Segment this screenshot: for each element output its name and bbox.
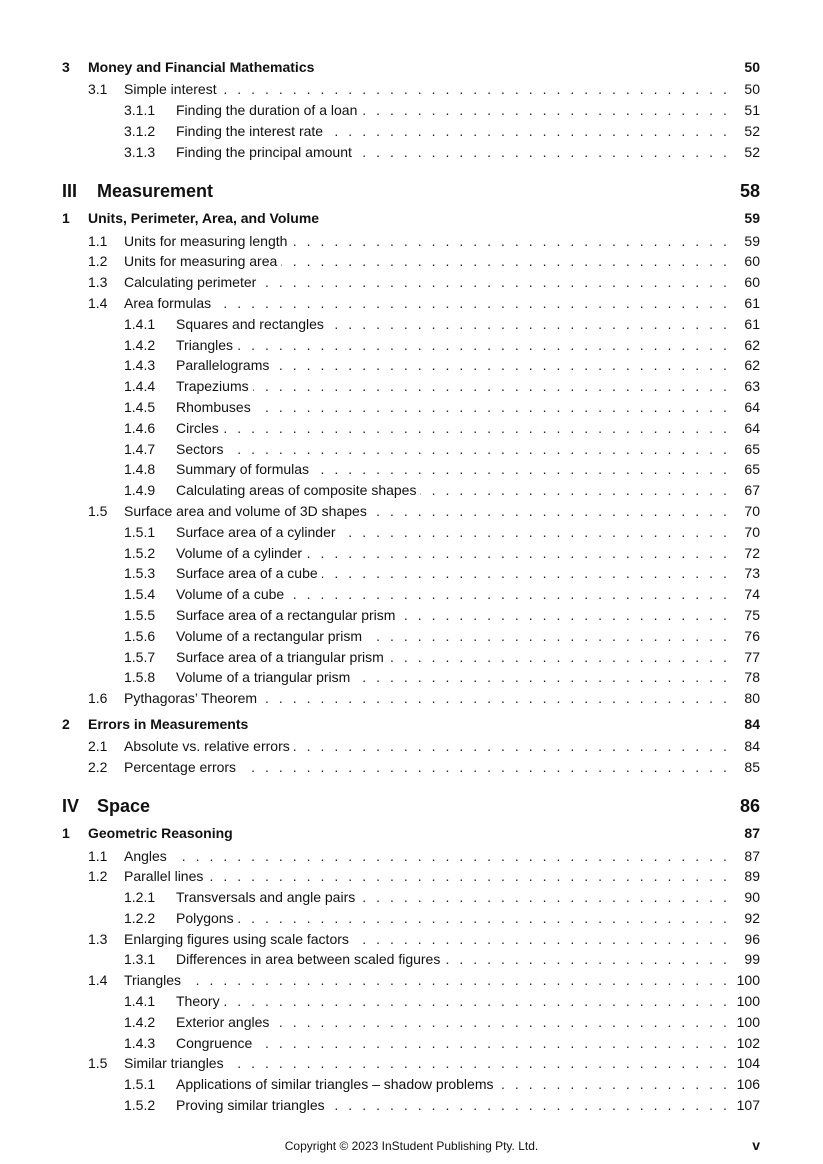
- dot-leader: [273, 358, 730, 372]
- toc-entry-section[interactable]: [62, 928, 760, 949]
- dot-leader: [185, 973, 730, 987]
- toc-entry-number: 3.1.2: [124, 122, 156, 139]
- toc-entry-title[interactable]: Parallel lines: [124, 868, 207, 884]
- toc-entry-number: 1.4.8: [124, 461, 156, 478]
- toc-entry-page[interactable]: 60: [744, 274, 760, 291]
- toc-entry-sub[interactable]: [62, 121, 760, 142]
- toc-entry-number: 1.2.1: [124, 889, 156, 906]
- toc-entry-number: 1.3: [88, 274, 108, 291]
- table-of-contents: [62, 55, 760, 1115]
- toc-entry-page[interactable]: 92: [744, 909, 760, 926]
- toc-entry-section[interactable]: [62, 736, 760, 757]
- dot-leader: [329, 1098, 730, 1112]
- toc-entry-number: 1.5.2: [124, 544, 156, 561]
- dot-leader: [221, 82, 730, 96]
- toc-entry-sub[interactable]: [62, 667, 760, 688]
- toc-entry-page[interactable]: 63: [744, 378, 760, 395]
- toc-entry-page[interactable]: 84: [744, 737, 760, 754]
- dot-leader: [237, 338, 730, 352]
- toc-entry-number: 1.4.4: [124, 378, 156, 395]
- toc-entry-number: 1: [62, 825, 70, 842]
- toc-entry-page[interactable]: 90: [744, 889, 760, 906]
- toc-entry-sub[interactable]: [62, 480, 760, 501]
- dot-leader: [356, 145, 730, 159]
- toc-entry-section[interactable]: [62, 756, 760, 777]
- toc-entry-title[interactable]: Units for measuring area: [124, 253, 281, 269]
- toc-entry-section[interactable]: [62, 866, 760, 887]
- toc-entry-page[interactable]: 78: [744, 669, 760, 686]
- toc-entry-title[interactable]: Pythagoras’ Theorem: [124, 690, 261, 706]
- toc-entry-number: 3.1.1: [124, 102, 156, 119]
- toc-entry-title[interactable]: Applications of similar triangles – shadow problems: [176, 1076, 497, 1092]
- dot-leader: [228, 1056, 730, 1070]
- toc-entry-number: 1.1: [88, 847, 108, 864]
- toc-entry-page[interactable]: 87: [744, 825, 760, 842]
- dot-leader: [227, 442, 730, 456]
- dot-leader: [327, 124, 730, 138]
- dot-leader: [371, 504, 730, 518]
- toc-entry-number: 1.4.9: [124, 482, 156, 499]
- dot-leader: [273, 1015, 730, 1029]
- toc-entry-title[interactable]: Volume of a cylinder: [176, 545, 306, 561]
- toc-entry-title[interactable]: Calculating areas of composite shapes: [176, 482, 420, 498]
- dot-leader: [171, 849, 730, 863]
- toc-entry-title[interactable]: Surface area and volume of 3D shapes: [124, 503, 371, 519]
- toc-entry-number: 1.5.3: [124, 565, 156, 582]
- toc-entry-sub[interactable]: [62, 376, 760, 397]
- toc-entry-title[interactable]: Units for measuring length: [124, 233, 291, 249]
- toc-entry-sub[interactable]: [62, 355, 760, 376]
- toc-entry-number: IV: [62, 795, 80, 816]
- toc-entry-page[interactable]: 80: [744, 690, 760, 707]
- toc-entry-sub[interactable]: [62, 991, 760, 1012]
- toc-entry-page[interactable]: 58: [739, 180, 760, 201]
- toc-entry-sub[interactable]: [62, 521, 760, 542]
- toc-entry-page[interactable]: 74: [744, 586, 760, 603]
- toc-entry-sub[interactable]: [62, 334, 760, 355]
- toc-entry-number: 1.5: [88, 1055, 108, 1072]
- toc-entry-title[interactable]: Differences in area between scaled figures: [176, 951, 444, 967]
- dot-leader: [322, 566, 730, 580]
- toc-entry-title[interactable]: Triangles: [176, 337, 237, 353]
- dot-leader: [366, 629, 730, 643]
- toc-entry-title[interactable]: Simple interest: [124, 81, 221, 97]
- toc-entry-sub[interactable]: [62, 397, 760, 418]
- toc-entry-number: 1.4.5: [124, 398, 156, 415]
- toc-entry-title[interactable]: Volume of a rectangular prism: [176, 628, 366, 644]
- dot-leader: [497, 1077, 730, 1091]
- toc-entry-title[interactable]: Finding the duration of a loan: [176, 102, 361, 118]
- toc-entry-sub[interactable]: [62, 887, 760, 908]
- toc-entry-number: 2: [62, 715, 70, 732]
- toc-entry-title[interactable]: Absolute vs. relative errors: [124, 738, 294, 754]
- toc-entry-page[interactable]: 64: [744, 419, 760, 436]
- toc-entry-number: 3.1.3: [124, 143, 156, 160]
- toc-entry-title[interactable]: Sectors: [176, 441, 227, 457]
- toc-entry-page[interactable]: 60: [744, 253, 760, 270]
- toc-entry-page[interactable]: 65: [744, 461, 760, 478]
- toc-entry-number: III: [62, 180, 78, 201]
- toc-entry-number: 2.1: [88, 737, 108, 754]
- toc-entry-sub[interactable]: [62, 417, 760, 438]
- toc-entry-page[interactable]: 61: [744, 294, 760, 311]
- toc-entry-page[interactable]: 61: [744, 315, 760, 332]
- toc-entry-chapter[interactable]: [62, 821, 760, 845]
- toc-entry-page[interactable]: 70: [744, 502, 760, 519]
- toc-entry-number: 1.4.2: [124, 336, 156, 353]
- toc-entry-page[interactable]: 64: [744, 398, 760, 415]
- toc-entry-sub[interactable]: [62, 313, 760, 334]
- toc-entry-number: 1.5: [88, 502, 108, 519]
- toc-entry-title[interactable]: Parallelograms: [176, 357, 273, 373]
- toc-entry-number: 1.4.7: [124, 440, 156, 457]
- toc-entry-section[interactable]: [62, 1053, 760, 1074]
- toc-entry-page[interactable]: 84: [744, 715, 760, 732]
- toc-entry-number: 1.4.2: [124, 1013, 156, 1030]
- toc-entry-page[interactable]: 52: [744, 143, 760, 160]
- toc-entry-sub[interactable]: [62, 908, 760, 929]
- dot-leader: [255, 400, 730, 414]
- toc-entry-part[interactable]: [62, 791, 760, 821]
- dot-leader: [420, 483, 730, 497]
- page-footer: [0, 1137, 823, 1157]
- dot-leader: [361, 103, 730, 117]
- toc-entry-sub[interactable]: [62, 625, 760, 646]
- toc-entry-page[interactable]: 70: [744, 523, 760, 540]
- toc-entry-section[interactable]: [62, 293, 760, 314]
- toc-entry-section[interactable]: [62, 79, 760, 100]
- toc-entry-number: 3.1: [88, 81, 108, 98]
- dot-leader: [399, 608, 730, 622]
- toc-entry-title[interactable]: Squares and rectangles: [176, 316, 328, 332]
- toc-entry-part[interactable]: [62, 176, 760, 206]
- toc-entry-number: 1.5.4: [124, 586, 156, 603]
- toc-entry-title[interactable]: Errors in Measurements: [88, 716, 252, 732]
- toc-entry-title[interactable]: Area formulas: [124, 295, 215, 311]
- dot-leader: [354, 670, 730, 684]
- toc-entry-page[interactable]: 51: [744, 102, 760, 119]
- toc-entry-page[interactable]: 104: [736, 1055, 760, 1072]
- toc-entry-number: 1.4.1: [124, 315, 156, 332]
- toc-entry-number: 1.1: [88, 232, 108, 249]
- toc-entry-page[interactable]: 76: [744, 627, 760, 644]
- copyright-notice: Copyright © 2023 InStudent Publishing Pty. Ltd.: [284, 1139, 539, 1153]
- toc-entry-title[interactable]: Rhombuses: [176, 399, 255, 415]
- toc-entry-title[interactable]: Summary of formulas: [176, 461, 313, 477]
- toc-entry-title[interactable]: Measurement: [97, 181, 217, 202]
- toc-entry-page[interactable]: 99: [744, 951, 760, 968]
- toc-entry-number: 1.5.1: [124, 1076, 156, 1093]
- toc-entry-number: 1.4.6: [124, 419, 156, 436]
- toc-entry-number: 1.4.3: [124, 357, 156, 374]
- toc-entry-number: 1.3: [88, 930, 108, 947]
- toc-entry-number: 1.5.7: [124, 648, 156, 665]
- toc-entry-section[interactable]: [62, 845, 760, 866]
- toc-entry-sub[interactable]: [62, 438, 760, 459]
- toc-entry-number: 1.4: [88, 294, 108, 311]
- dot-leader: [353, 932, 730, 946]
- toc-entry-sub[interactable]: [62, 1095, 760, 1116]
- dot-leader: [313, 462, 730, 476]
- toc-entry-number: 1.5.8: [124, 669, 156, 686]
- toc-entry-sub[interactable]: [62, 1032, 760, 1053]
- toc-entry-page[interactable]: 59: [744, 210, 760, 227]
- toc-entry-title[interactable]: Percentage errors: [124, 759, 240, 775]
- toc-entry-page[interactable]: 85: [744, 758, 760, 775]
- toc-entry-page[interactable]: 50: [744, 81, 760, 98]
- toc-entry-number: 1.3.1: [124, 951, 156, 968]
- toc-entry-page[interactable]: 87: [744, 847, 760, 864]
- toc-entry-title[interactable]: Money and Financial Mathematics: [88, 59, 318, 75]
- toc-entry-page[interactable]: 86: [739, 795, 760, 816]
- toc-entry-title[interactable]: Similar triangles: [124, 1055, 228, 1071]
- toc-entry-title[interactable]: Transversals and angle pairs: [176, 889, 359, 905]
- toc-entry-number: 1.5.1: [124, 523, 156, 540]
- toc-entry-page[interactable]: 102: [736, 1034, 760, 1051]
- toc-entry-page[interactable]: 89: [744, 868, 760, 885]
- dot-leader: [359, 890, 730, 904]
- toc-entry-number: 1: [62, 210, 70, 227]
- toc-entry-title[interactable]: Triangles: [124, 972, 185, 988]
- toc-entry-title[interactable]: Space: [97, 796, 154, 817]
- dot-leader: [261, 691, 730, 705]
- toc-entry-number: 1.5.5: [124, 606, 156, 623]
- toc-entry-page[interactable]: 59: [744, 232, 760, 249]
- toc-entry-title[interactable]: Surface area of a triangular prism: [176, 649, 388, 665]
- toc-entry-page[interactable]: 50: [744, 59, 760, 75]
- toc-entry-title[interactable]: Calculating perimeter: [124, 274, 260, 290]
- dot-leader: [306, 546, 730, 560]
- dot-leader: [328, 317, 730, 331]
- toc-entry-section[interactable]: [62, 970, 760, 991]
- dot-leader: [240, 760, 730, 774]
- toc-entry-page[interactable]: 100: [736, 972, 760, 989]
- dot-leader: [291, 234, 730, 248]
- toc-entry-page[interactable]: 77: [744, 648, 760, 665]
- toc-entry-title[interactable]: Surface area of a cylinder: [176, 524, 340, 540]
- dot-leader: [294, 739, 730, 753]
- toc-entry-page[interactable]: 100: [736, 993, 760, 1010]
- toc-entry-number: 1.5.6: [124, 627, 156, 644]
- page-number: v: [752, 1137, 760, 1153]
- dot-leader: [256, 1036, 730, 1050]
- toc-entry-sub[interactable]: [62, 605, 760, 626]
- dot-leader: [260, 275, 730, 289]
- toc-entry-title[interactable]: Angles: [124, 848, 171, 864]
- toc-entry-sub[interactable]: [62, 542, 760, 563]
- toc-entry-number: 1.2: [88, 253, 108, 270]
- toc-entry-sub[interactable]: [62, 646, 760, 667]
- toc-entry-number: 1.4: [88, 972, 108, 989]
- toc-entry-sub[interactable]: [62, 141, 760, 162]
- toc-entry-title[interactable]: Enlarging figures using scale factors: [124, 931, 353, 947]
- toc-entry-title[interactable]: Volume of a triangular prism: [176, 669, 354, 685]
- toc-entry-section[interactable]: [62, 251, 760, 272]
- toc-entry-sub[interactable]: [62, 949, 760, 970]
- dot-leader: [238, 911, 730, 925]
- dot-leader: [340, 525, 730, 539]
- toc-entry-section[interactable]: [62, 230, 760, 251]
- toc-entry-title[interactable]: Theory: [176, 993, 224, 1009]
- toc-entry-page[interactable]: 72: [744, 544, 760, 561]
- toc-entry-title[interactable]: Volume of a cube: [176, 586, 288, 602]
- toc-entry-section[interactable]: [62, 501, 760, 522]
- dot-leader: [288, 587, 730, 601]
- toc-entry-title[interactable]: Finding the principal amount: [176, 144, 356, 160]
- toc-entry-chapter[interactable]: [62, 55, 760, 79]
- toc-entry-page[interactable]: 107: [736, 1097, 760, 1114]
- toc-entry-page[interactable]: 65: [744, 440, 760, 457]
- toc-entry-title[interactable]: Proving similar triangles: [176, 1097, 329, 1113]
- toc-entry-page[interactable]: 73: [744, 565, 760, 582]
- toc-entry-title[interactable]: Circles: [176, 420, 223, 436]
- dot-leader: [253, 379, 730, 393]
- toc-entry-title[interactable]: Surface area of a rectangular prism: [176, 607, 399, 623]
- dot-leader: [207, 869, 730, 883]
- toc-entry-sub[interactable]: [62, 1011, 760, 1032]
- dot-leader: [224, 994, 730, 1008]
- toc-entry-page[interactable]: 106: [736, 1076, 760, 1093]
- dot-leader: [444, 952, 730, 966]
- dot-leader: [281, 254, 730, 268]
- toc-entry-number: 1.6: [88, 690, 108, 707]
- toc-entry-number: 1.4.3: [124, 1034, 156, 1051]
- toc-entry-title[interactable]: Finding the interest rate: [176, 123, 327, 139]
- toc-entry-number: 3: [62, 59, 70, 75]
- toc-entry-section[interactable]: [62, 688, 760, 709]
- toc-entry-page[interactable]: 96: [744, 930, 760, 947]
- toc-entry-sub[interactable]: [62, 100, 760, 121]
- toc-entry-number: 1.4.1: [124, 993, 156, 1010]
- toc-entry-number: 1.2.2: [124, 909, 156, 926]
- toc-entry-title[interactable]: Polygons: [176, 910, 238, 926]
- toc-entry-title[interactable]: Surface area of a cube: [176, 565, 322, 581]
- toc-entry-chapter[interactable]: [62, 206, 760, 230]
- toc-entry-number: 1.2: [88, 868, 108, 885]
- toc-entry-page[interactable]: 100: [736, 1013, 760, 1030]
- dot-leader: [388, 650, 730, 664]
- toc-entry-sub[interactable]: [62, 563, 760, 584]
- toc-entry-sub[interactable]: [62, 1074, 760, 1095]
- toc-entry-title[interactable]: Geometric Reasoning: [88, 825, 237, 841]
- toc-entry-chapter[interactable]: [62, 712, 760, 736]
- toc-entry-page[interactable]: 75: [744, 606, 760, 623]
- toc-entry-sub[interactable]: [62, 459, 760, 480]
- toc-entry-page[interactable]: 67: [744, 482, 760, 499]
- toc-entry-section[interactable]: [62, 272, 760, 293]
- toc-entry-page[interactable]: 62: [744, 336, 760, 353]
- toc-entry-number: 1.5.2: [124, 1097, 156, 1114]
- dot-leader: [215, 296, 730, 310]
- toc-entry-number: 2.2: [88, 758, 108, 775]
- toc-entry-page[interactable]: 62: [744, 357, 760, 374]
- toc-entry-sub[interactable]: [62, 584, 760, 605]
- toc-entry-title[interactable]: Exterior angles: [176, 1014, 273, 1030]
- toc-entry-title[interactable]: Congruence: [176, 1035, 256, 1051]
- dot-leader: [223, 421, 730, 435]
- toc-entry-title[interactable]: Trapeziums: [176, 378, 253, 394]
- toc-entry-page[interactable]: 52: [744, 122, 760, 139]
- toc-entry-title[interactable]: Units, Perimeter, Area, and Volume: [88, 210, 323, 226]
